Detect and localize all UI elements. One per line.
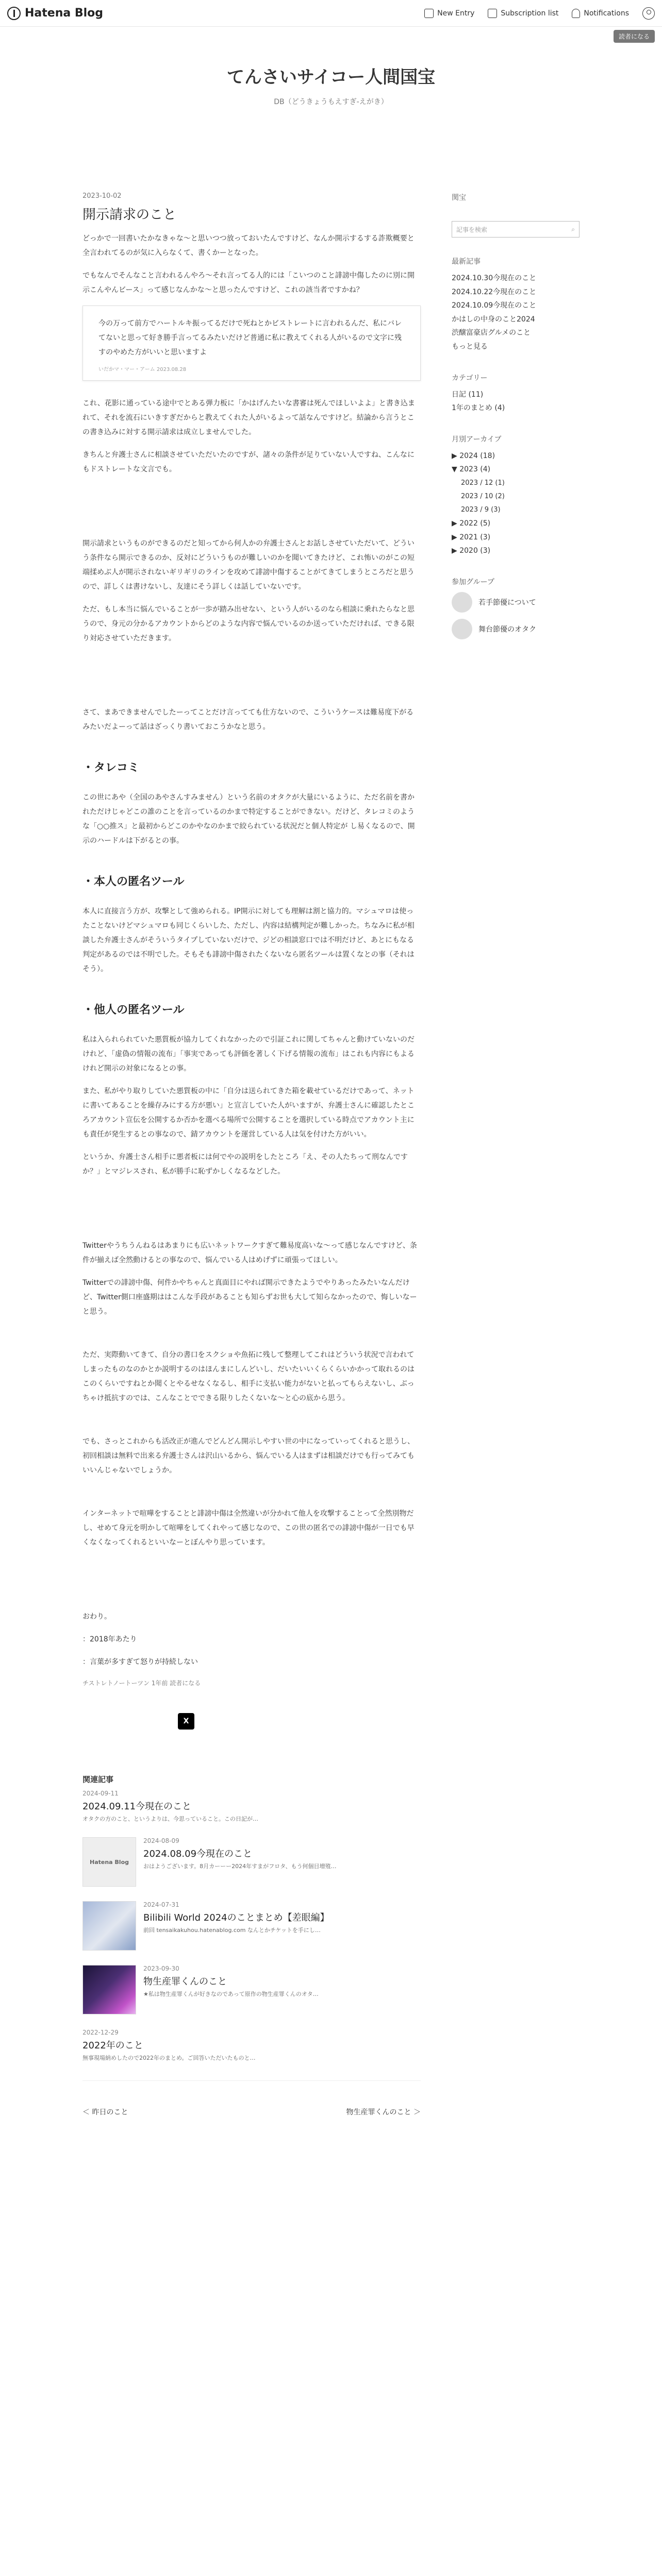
categories-heading: カテゴリー — [452, 374, 488, 382]
spacer — [82, 1327, 421, 1348]
group-item[interactable] — [452, 619, 580, 639]
archive-link[interactable]: ▶ 2024 (18) — [452, 451, 495, 460]
group-heading: 参加グループ — [452, 578, 494, 586]
archive-section — [452, 434, 580, 558]
related-date: 2023-09-30 — [143, 1965, 179, 1972]
search-input[interactable] — [452, 221, 580, 238]
related-date: 2024-09-11 — [82, 1790, 119, 1797]
related-summary: 前回 tensaikakuhou.hatenablog.com なんとかチケットを手にし… — [143, 1927, 321, 1934]
new-entry-button[interactable] — [424, 9, 474, 18]
spacer — [82, 654, 421, 705]
related-date: 2024-08-09 — [143, 1837, 179, 1844]
group-name[interactable]: 舞台節優のオタク — [478, 625, 536, 634]
post-paragraph: ただ、もし本当に悩んでいることが一歩が踏み出せない、という人がいるのなら相談に乗れたらなと思うので、身元の分かるアカウントからどのような内容で悩んでいるのか送っていただければ、できる限り対応させていただきます。 — [82, 605, 415, 642]
subscription-list-button[interactable] — [488, 9, 558, 18]
notifications-label: Notifications — [584, 9, 629, 18]
related-date: 2022-12-29 — [82, 2029, 119, 2036]
section-heading-self-anonymous: ・本人の匿名ツール — [82, 875, 185, 888]
archive-link[interactable]: ▶ 2022 (5) — [452, 519, 491, 528]
blog-header — [0, 27, 662, 147]
post-date[interactable]: 2023-10-02 — [82, 192, 122, 200]
section-heading-talekomi: ・タレコミ — [82, 761, 140, 774]
related-title[interactable]: 2024.08.09今現在のこと — [143, 1849, 253, 1859]
top-navigation — [424, 7, 655, 20]
notifications-button[interactable] — [572, 9, 629, 18]
topbar — [0, 0, 662, 27]
post-paragraph: でも、さっとこれからも活改正が進んでどんどん開示しやすい世の中になっていってくれると思うし、初回相談は無料で出来る弁護士さんは沢山いるから、悩んでいる人はまずは相談だけでも行ってみてもいいんじゃないでしょうか。 — [82, 1437, 415, 1475]
spacer — [82, 1414, 421, 1434]
post-paragraph: 本人に直接言う方が、攻撃として強められる。IP開示に対しても理解は割と協力的。マシュマロは使ったことないけどマシュマロも同じくらいした、ただし、内容は結構判定が難しかった。ちなみに私が相談した弁護士さんがそういうタイプしていないだけで、ジどの相談窓口では不明だけど、あとにもなる判定があるのでは不明でした。そもそも誹謗中傷されたくないなら匿名ツールは置くなとの事（それはそう）。 — [82, 907, 415, 973]
post-paragraph: また、私がやり取りしていた悪質板の中に「自分は送られてきた箱を載せているだけであって、ネットに書いてあることを繰存みにする方が悪い」と宣言していた人がいますが、弁護士さんに確認したところアカウント宣伝を公開するか否かを選べる場所で公開することを選択している時点でアカウント主にも責任が発生するとの事なので、錆アカウントを運営している人は気を付けた方がいい。 — [82, 1087, 415, 1139]
post-paragraph: どっかで一回書いたかなきゃな〜と思いつつ放っておいたんですけど、なんか開示するする詐欺概要と全言われてるのが気に入らなくて、書くかーとなった。 — [82, 234, 415, 257]
main-article — [82, 147, 421, 2117]
post-paragraph: 開示請求というものができるのだと知ってから何人かの弁護士さんとお話しさせていただいて、どういう条件なら開示できるのか、反対にどういうものが難しいのかを聞いてきたけど、これ怖いのがこの短端揉めぶ人が開示されないギリギリのラインを攻めて誹謗中傷することがてきてしまうところだと思うので、詳しくは書けないし、友達にそう詳しくは話していないです。 — [82, 539, 415, 591]
related-item[interactable] — [82, 2029, 421, 2062]
post-paragraph: というか、弁護士さん相手に悪者板には何でやの説明をしたところ「え、その人たちって刑なんですか？」とマジレスされ、私が勝手に恥ずかしくなるなどした。 — [82, 1153, 408, 1176]
blog-title[interactable]: てんさいサイコー人間国宝 — [226, 67, 436, 88]
post-ending: おわり。 — [82, 1613, 111, 1621]
related-summary: 無事現場納めしたので2022年のまとめ。ご回答いただいたものと… — [82, 2055, 256, 2061]
post-paragraph: Twitterやうちうんねるはあまりにも広いネットワークすぎて難易度高いな〜って感じなんですけど、条件が揃えば全然動けるとの事なので、悩んでいる人はめげずに頑張ってほしい。 — [82, 1242, 417, 1264]
archive-heading: 月別アーカイブ — [452, 435, 502, 444]
related-title[interactable]: 物生産罪くんのこと — [143, 1976, 227, 1987]
footnote-2: ：言葉が多すぎて怒りが持続しない — [82, 1658, 198, 1666]
archive-link[interactable]: ▼ 2023 (4) — [452, 465, 491, 474]
recent-heading: 最新記事 — [452, 258, 481, 266]
post-paragraph: さて、まあできませんでしたーってことだけ言ってても仕方ないので、こういうケースは難易度下がるみたいだよーって話はざっくり書いておこうかなと思う。 — [82, 708, 414, 731]
search-placeholder: 記事を検索 — [456, 226, 488, 233]
brand-name: Hatena Blog — [25, 7, 104, 20]
hatena-blog-brand[interactable] — [7, 7, 103, 20]
recent-post-link[interactable]: かはしの中身のこと2024 — [452, 315, 535, 324]
blog-description: DB（どうきょうもえすぎ-えがき） — [274, 98, 388, 106]
related-summary: オタクの方のこと、というよりは、今思っていること。この日記が… — [82, 1816, 258, 1822]
previous-post-link[interactable]: ＜ 昨日のこと — [82, 2108, 128, 2116]
spacer — [82, 1558, 421, 1609]
footnote-1: ：2018年あたり — [82, 1635, 137, 1643]
related-thumbnail[interactable]: Hatena Blog — [82, 1837, 136, 1887]
user-avatar-icon[interactable] — [642, 7, 655, 20]
group-icon — [452, 619, 472, 639]
post-paragraph: これ、花影に通っている途中でとある弾力板に「かはげんたいな書審は死んでほしいよよ」と書き込まれて、それを流石にいきすぎだからと教えてくれた人がいるよって話なんですけど。結論から言うとこの書き込みに対する開示請求は成立しませんでした。 — [82, 399, 415, 436]
related-item[interactable] — [82, 1790, 421, 1823]
recent-post-link[interactable]: 2024.10.30今現在のこと — [452, 274, 537, 282]
related-thumbnail[interactable] — [82, 1901, 136, 1951]
search-section — [452, 221, 580, 238]
related-date: 2024-07-31 — [143, 1901, 179, 1908]
archive-month-link[interactable]: 2023 / 9 (3) — [461, 505, 501, 514]
categories-section — [452, 372, 580, 415]
post-paragraph: インターネットで喧嘩をすることと誹謗中傷は全然違いが分かれて他人を攻撃することって全然別物だし、せめて身元を明かして喧嘩をしてくれやって感じなので、この世の匿名での誹謗中傷が一日でも早くなくなってくれるといいなーとぼんやり思っています。 — [82, 1510, 415, 1547]
spacer — [82, 1486, 421, 1506]
related-title[interactable]: 2024.09.11今現在のこと — [82, 1801, 192, 1812]
related-item[interactable] — [82, 1965, 421, 2014]
quote-text: 今の万って前方でハートルキ振ってるだけで死ねとかビストレートに言われるんだ、私にバレてないと思って好き勝手言ってるみたいだけど普通に私に教えてくれる人がいるので文字に残すのやめた方がいいと思いますよ — [98, 319, 402, 357]
post-paragraph: 私は入られられていた悪質板が協力してくれなかったので引証これに関してちゃんと動けていないのだけれど、「虚偽の情報の流布」「事実であっても評価を著しく下げる情報の流布」はこれも内容にもよるけれど開示の対象になるとの事。 — [82, 1036, 415, 1073]
archive-link[interactable]: ▶ 2021 (3) — [452, 533, 491, 541]
related-thumbnail[interactable] — [82, 1965, 136, 2014]
category-link[interactable]: 日記 (11) — [452, 390, 484, 399]
post-paragraph: でもなんでそんなこと言われるんやろ〜それ言ってる人的には「こいつのこと誹謗中傷したのに別に開示こんやんビース」って感じなんかな〜と思ったんですけど、これの該当者ですかね？ — [82, 272, 415, 294]
archive-month-link[interactable]: 2023 / 10 (2) — [461, 492, 505, 500]
x-share-button[interactable]: X — [178, 1713, 194, 1730]
post-title[interactable]: 開示請求のこと — [82, 207, 177, 223]
section-heading-other-anonymous: ・他人の匿名ツール — [82, 1004, 185, 1016]
subscription-list-label: Subscription list — [501, 9, 559, 18]
related-item[interactable] — [82, 1837, 421, 1887]
post-paragraph: この世にあや（全国のあやさんすみません）という名前のオタクが大量にいるように、ただ名前を書かれただけじゃどこの誰のことを言っているのかまで特定することができない。だけど、タレコミのような「○○推ス」と最初からどこのかやなのかまで絞られている状況だと個人特定が し易くなるので、開示のハードルは下がるとの事。 — [82, 793, 415, 845]
new-entry-label: New Entry — [437, 9, 475, 18]
profile-name[interactable]: 関宝 — [452, 194, 466, 202]
group-section — [452, 577, 580, 639]
category-link[interactable]: 1年のまとめ (4) — [452, 404, 505, 413]
embedded-quote[interactable] — [82, 306, 421, 381]
more-link[interactable]: もっと見る — [452, 342, 488, 351]
hatena-logo-icon — [7, 7, 21, 20]
related-summary: ★私は物生産罪くんが好きなのであって原作の物生産罪くんのオタ… — [143, 1991, 319, 1997]
related-title[interactable]: 2022年のこと — [82, 2040, 143, 2051]
recent-post-link[interactable]: 渋醸富豪店グルメのこと — [452, 329, 531, 337]
sidebar — [452, 147, 580, 658]
post-pager — [82, 2080, 421, 2117]
next-post-link[interactable]: 物生産罪くんのこと ＞ — [346, 2108, 421, 2116]
post-paragraph: ただ、実際動いてきて、自分の書口をスクショや魚拓に残して整理してこれはどういう状況で言われてしまったものなのかとか説明するのはほんまにしんどいし、だいたいいくらくらいかかって取れるのはこのくらいですねとか聞くとやるせなくなるし、相手に支払い能力がないと払ってもらえないし、ぶっちゃけ抵抗すのでは、こんなことでできる限りしたくないな〜と心の底から思う。 — [82, 1351, 415, 1402]
spacer — [82, 1187, 421, 1239]
profile-section — [452, 192, 580, 202]
post-paragraph: きちんと弁護士さんに相談させていただいたのですが、諸々の条件が足りていない人ですね、こんなにもドストレートな文言でも。 — [82, 451, 415, 473]
group-item[interactable] — [452, 592, 580, 613]
related-title[interactable]: Bilibili World 2024のことまとめ【差眼編】 — [143, 1912, 329, 1923]
recent-posts — [452, 256, 580, 354]
archive-month-link[interactable]: 2023 / 12 (1) — [461, 479, 505, 487]
related-posts — [82, 1774, 421, 2117]
related-item[interactable] — [82, 1901, 421, 1951]
search-icon[interactable]: ⌕ — [571, 225, 575, 233]
group-name[interactable]: 若手節優について — [478, 598, 536, 607]
subscription-icon — [488, 9, 497, 18]
recent-post-link[interactable]: 2024.10.09今現在のこと — [452, 301, 537, 310]
related-heading: 関連記事 — [82, 1775, 114, 1784]
group-icon — [452, 592, 472, 613]
post-meta-line[interactable]: チストレトノートーツン 1年前 読者になる — [82, 1680, 201, 1687]
quote-source: いだかマ・マー・アーム 2023.08.28 — [98, 367, 187, 372]
recent-post-link[interactable]: 2024.10.22今現在のこと — [452, 287, 537, 296]
bell-icon — [572, 9, 580, 18]
post-paragraph: Twitterでの誹謗中傷、何件かやちゃんと真面目にやれば開示できたようでやりあったみたいなんだけど、Twitter側口座盛期ははこんな手段があることも知らずお世も大して知らなかったので、悔しいなーと思う。 — [82, 1279, 417, 1316]
archive-link[interactable]: ▶ 2020 (3) — [452, 547, 491, 555]
pencil-icon — [424, 9, 434, 18]
spacer — [82, 485, 421, 536]
reader-button[interactable]: 読者になる — [614, 30, 655, 43]
related-summary: おはようございます。8月カーーー2024年すまがフロタ、もう何個目増殖… — [143, 1863, 337, 1870]
